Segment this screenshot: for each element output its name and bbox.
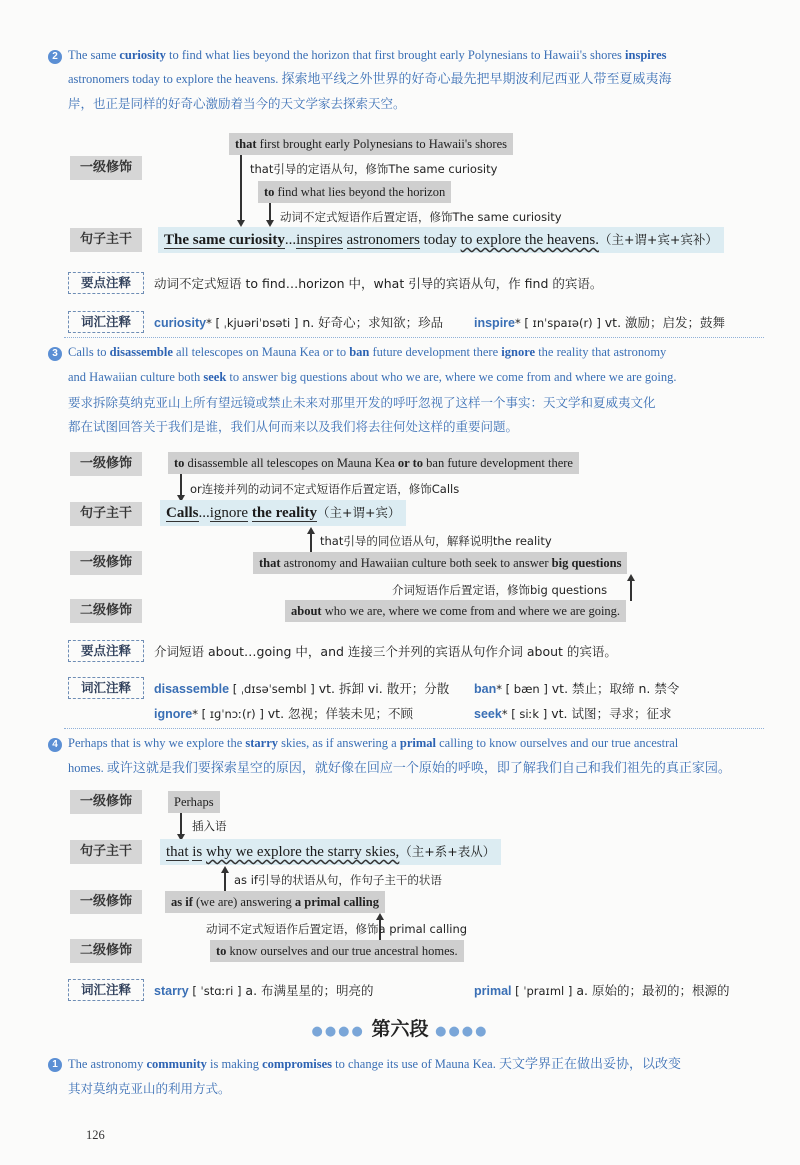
paragraph-4-line-2: homes. 或许这就是我们要探索星空的原因，就好像在回应一个原始的呼唤，即了解我们自己和我们祖先的真正家园。 bbox=[68, 761, 731, 776]
label-sentence-trunk-2: 句子主干 bbox=[70, 502, 142, 526]
paragraph-number-3: 3 bbox=[48, 347, 62, 361]
sentence-trunk-3: that is why we explore the starry skies,（主+系+表从） bbox=[160, 839, 501, 865]
section-title: ●●●● 第六段 ●●●● bbox=[311, 1018, 489, 1040]
label-primary-modifier-3a: 一级修饰 bbox=[70, 790, 142, 814]
paragraph-2-line-3: 岸，也正是同样的好奇心激励着当今的天文学家去探索天空。 bbox=[68, 96, 406, 111]
modifier-box-to-disassemble: to disassemble all telescopes on Mauna Kea or to ban future development there bbox=[168, 452, 579, 474]
modifier-box-that-clause: that first brought early Polynesians to Hawaii's shores bbox=[229, 133, 513, 155]
paragraph-3-line-1: Calls to disassemble all telescopes on Mauna Kea or to ban future development there ignore the reality that astronomy bbox=[68, 345, 667, 359]
paragraph-number-2: 2 bbox=[48, 50, 62, 64]
page-number: 126 bbox=[86, 1128, 105, 1142]
note-infinitive-3: 动词不定式短语作后置定语，修饰a primal calling bbox=[206, 922, 468, 936]
label-primary-modifier: 一级修饰 bbox=[70, 156, 142, 180]
key-notes-1-text: 动词不定式短语 to find…horizon 中，what 引导的宾语从句，作 find 的宾语。 bbox=[154, 276, 603, 291]
paragraph-number-6-1: 1 bbox=[48, 1058, 62, 1072]
vocab-disassemble: disassemble [ ˌdɪsəˈsembl ] vt. 拆卸 vi. 散开；分散 bbox=[154, 681, 450, 696]
vocab-primal: primal [ ˈpraɪml ] a. 原始的；最初的；根源的 bbox=[474, 983, 730, 998]
label-secondary-modifier-2: 二级修饰 bbox=[70, 599, 142, 623]
label-primary-modifier-3b: 一级修饰 bbox=[70, 890, 142, 914]
modifier-box-as-if: as if (we are) answering a primal calling bbox=[165, 891, 385, 913]
label-key-notes-1: 要点注释 bbox=[68, 272, 144, 294]
paragraph-4-line-1: Perhaps that is why we explore the starry skies, as if answering a primal calling to know ourselves and our true ancestral bbox=[68, 736, 679, 750]
paragraph-number-4: 4 bbox=[48, 738, 62, 752]
label-vocab-3: 词汇注释 bbox=[68, 979, 144, 1001]
sentence-trunk-1: The same curiosity...inspires astronomers today to explore the heavens.（主+谓+宾+宾补） bbox=[158, 227, 724, 253]
label-sentence-trunk-3: 句子主干 bbox=[70, 840, 142, 864]
paragraph-6-1-line-2: 其对莫纳克亚山的利用方式。 bbox=[68, 1081, 231, 1096]
label-key-notes-2: 要点注释 bbox=[68, 640, 144, 662]
paragraph-3-line-2: and Hawaiian culture both seek to answer big questions about who we are, where we come from and where we are going. bbox=[68, 370, 677, 384]
paragraph-6-1-line-1: The astronomy community is making compromises to change its use of Mauna Kea. 天文学界正在做出妥协，以改变 bbox=[68, 1057, 681, 1072]
label-vocab-1: 词汇注释 bbox=[68, 311, 144, 333]
note-appositive: that引导的同位语从句，解释说明the reality bbox=[320, 534, 552, 548]
label-primary-modifier-2a: 一级修饰 bbox=[70, 452, 142, 476]
paragraph-2-line-2: astronomers today to explore the heavens. 探索地平线之外世界的好奇心最先把早期波利尼西亚人带至夏威夷海 bbox=[68, 72, 672, 87]
vocab-curiosity: curiosity* [ ˌkjuəriˈɒsəti ] n. 好奇心；求知欲；珍品 bbox=[154, 315, 444, 330]
note-or-infinitives: or连接并列的动词不定式短语作后置定语，修饰Calls bbox=[190, 482, 460, 496]
label-secondary-modifier-3: 二级修饰 bbox=[70, 939, 142, 963]
label-primary-modifier-2b: 一级修饰 bbox=[70, 551, 142, 575]
vocab-seek: seek* [ siːk ] vt. 试图；寻求；征求 bbox=[474, 706, 672, 721]
note-prep-phrase: 介词短语作后置定语，修饰big questions bbox=[392, 583, 608, 597]
vocab-ignore: ignore* [ ɪɡˈnɔː(r) ] vt. 忽视；佯装未见；不顾 bbox=[154, 706, 414, 721]
modifier-box-that-astronomy: that astronomy and Hawaiian culture both seek to answer big questions bbox=[253, 552, 627, 574]
label-vocab-2: 词汇注释 bbox=[68, 677, 144, 699]
modifier-box-about: about who we are, where we come from and where we are going. bbox=[285, 600, 626, 622]
key-notes-2-text: 介词短语 about…going 中，and 连接三个并列的宾语从句作介词 about 的宾语。 bbox=[154, 644, 617, 659]
vocab-ban: ban* [ bæn ] vt. 禁止；取缔 n. 禁令 bbox=[474, 681, 680, 696]
modifier-box-to-find: to find what lies beyond the horizon bbox=[258, 181, 451, 203]
note-as-if: as if引导的状语从句，作句子主干的状语 bbox=[234, 873, 442, 887]
note-infinitive: 动词不定式短语作后置定语，修饰The same curiosity bbox=[280, 210, 562, 224]
note-that-clause: that引导的定语从句，修饰The same curiosity bbox=[250, 162, 498, 176]
paragraph-3-line-4: 都在试图回答关于我们是谁，我们从何而来以及我们将去往何处这样的重要问题。 bbox=[68, 419, 519, 434]
vocab-inspire: inspire* [ ɪnˈspaɪə(r) ] vt. 激励；启发；鼓舞 bbox=[474, 315, 726, 330]
modifier-box-to-know: to know ourselves and our true ancestral homes. bbox=[210, 940, 464, 962]
paragraph-2-line-1: The same curiosity to find what lies beyond the horizon that first brought early Polynesians to Hawaii's shores inspires bbox=[68, 48, 667, 62]
modifier-box-perhaps: Perhaps bbox=[168, 791, 220, 813]
label-sentence-trunk: 句子主干 bbox=[70, 228, 142, 252]
note-parenthesis: 插入语 bbox=[192, 819, 227, 833]
sentence-trunk-2: Calls...ignore the reality（主+谓+宾） bbox=[160, 500, 406, 526]
vocab-starry: starry [ ˈstɑːri ] a. 布满星星的；明亮的 bbox=[154, 983, 374, 998]
paragraph-3-line-3: 要求拆除莫纳克亚山上所有望远镜或禁止未来对那里开发的呼吁忽视了这样一个事实：天文学和夏威夷文化 bbox=[68, 395, 656, 410]
